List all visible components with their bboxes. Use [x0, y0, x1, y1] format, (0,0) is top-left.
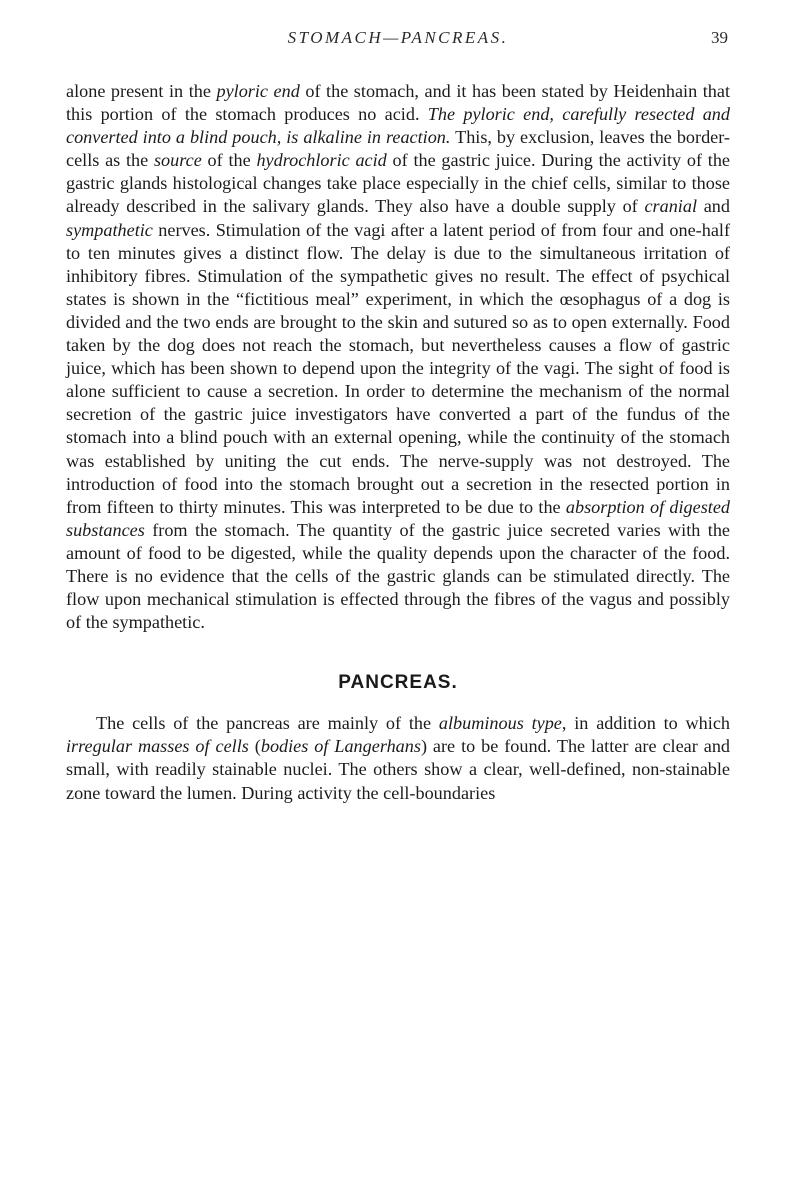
text-segment: The cells of the pancreas are mainly of the [96, 713, 439, 734]
italic-text-segment: hydrochloric acid [256, 150, 387, 171]
italic-text-segment: bodies of Langerhans [260, 736, 421, 757]
text-segment: ) are to be found. The latter are clear and small, with readily stainable nuclei. The others show a clear, well-defined, non-stainable zone toward the lumen. During activity the cell-boundaries [66, 736, 731, 803]
text-segment: and [697, 196, 730, 217]
italic-text-segment: The pyloric end, carefully resected and converted into a blind pouch, is alkaline in reaction. [66, 104, 730, 148]
running-header [66, 28, 730, 62]
running-title: STOMACH—PANCREAS. [287, 28, 509, 47]
stomach-paragraph [66, 80, 730, 634]
text-segment: , in addition to which [561, 713, 730, 734]
text-segment: of the gastric juice. During the activity of the gastric glands histological changes take place especially in the chief cells, similar to those already described in the salivary glands. They also have a double supply of [66, 150, 730, 217]
page-number: 39 [711, 28, 728, 47]
italic-text-segment: sympathetic [66, 219, 153, 240]
section-heading-pancreas: PANCREAS. [338, 672, 458, 694]
italic-text-segment: absorption of digested substances [66, 496, 730, 540]
text-segment: of the [201, 150, 257, 171]
text-segment: This, by exclusion, leaves the border-cells as the [66, 127, 730, 171]
text-segment: of the stomach, and it has been stated by Heidenhain that this portion of the stomach produces no acid. [66, 81, 730, 125]
text-segment: ( [248, 736, 261, 757]
text-segment: from the stomach. The quantity of the gastric juice secreted varies with the amount of food to be digested, while the quality depends upon the character of the food. There is no evidence that the cells of the gastric glands can be stimulated directly. The flow upon mechanical stimulation is effected through the fibres of the vagus and possibly of the sympathetic. [66, 519, 730, 633]
italic-text-segment: cranial [644, 196, 698, 217]
italic-text-segment: source [153, 150, 202, 171]
text-segment: nerves. Stimulation of the vagi after a latent period of from four and one-half to ten minutes gives a distinct flow. The delay is due to the simultaneous irritation of inhibitory fibres. Stimulation of the sympathetic gives no result. The effect of psychical states is shown in the “fictitious meal” experiment, in which the œsophagus of a dog is divided and the two ends are brought to the skin and sutured so as to open externally. Food taken by the dog does not reach the stomach, but nevertheless causes a flow of gastric juice, which has been shown to depend upon the integrity of the vagi. The sight of food is alone sufficient to cause a secretion. In order to determine the mechanism of the normal secretion of the gastric juice investigators have converted a part of the fundus of the stomach into a blind pouch with an external opening, while the continuity of the stomach was established by uniting the cut ends. The nerve-supply was not destroyed. The introduction of food into the stomach brought out a secretion in the resected portion in from fifteen to thirty minutes. This was interpreted to be due to the [66, 219, 730, 517]
italic-text-segment: pyloric end [216, 81, 300, 101]
text-segment: alone present in the [66, 81, 217, 101]
italic-text-segment: irregular masses of cells [66, 736, 249, 757]
italic-text-segment: albuminous type [438, 713, 562, 734]
pancreas-paragraph [66, 712, 730, 804]
